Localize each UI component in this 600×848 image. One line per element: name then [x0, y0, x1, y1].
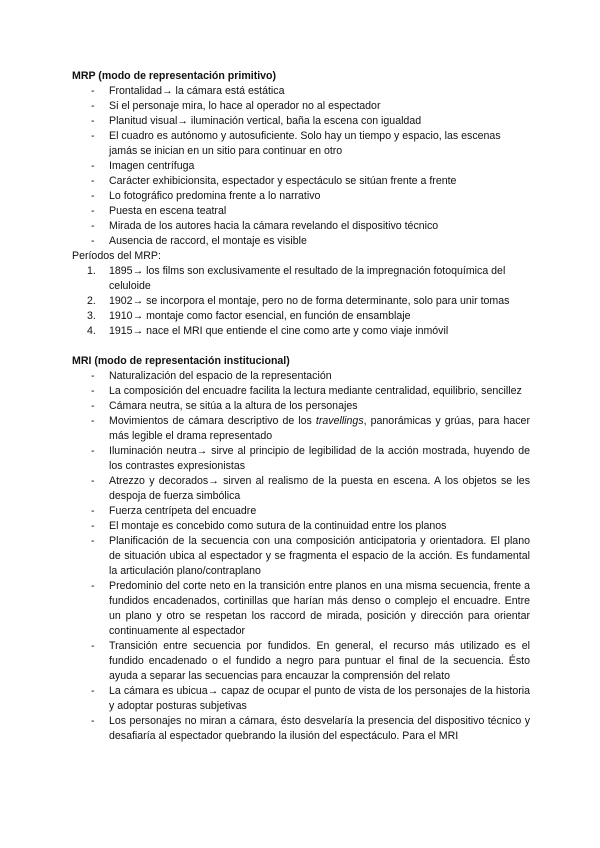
- list-item: - Si el personaje mira, lo hace al operador no al espectador: [72, 99, 530, 114]
- list-item-text: , panorámicas y grúas, para hacer más legible el drama representado: [109, 415, 530, 442]
- list-item: - Predominio del corte neto en la transición entre planos en una misma secuencia, frente a fundidos encadenados, cortinillas que harían más denso o complejo el encuadre. Entre un plano y otro se respetan los raccord de mirada, posición y dirección para orientar continuamente al espectador: [72, 579, 530, 639]
- list-item: - Ausencia de raccord, el montaje es visible: [72, 234, 530, 249]
- mrp-periods-label: Períodos del MRP:: [72, 250, 161, 262]
- mrp-list: [72, 84, 530, 249]
- list-item: - Lo fotográfico predomina frente a lo narrativo: [72, 189, 530, 204]
- list-item: - Cámara neutra, se sitúa a la altura de los personajes: [72, 399, 530, 414]
- list-item: - La cámara es ubicua→ capaz de ocupar el punto de vista de los personajes de la historia y adoptar posturas subjetivas: [72, 684, 530, 714]
- list-item: - Fuerza centrípeta del encuadre: [72, 504, 530, 519]
- list-item-text: Movimientos de cámara descriptivo de los: [109, 415, 316, 427]
- list-item: - Planificación de la secuencia con una composición anticipatoria y orientadora. El plano de situación ubica al espectador y se fragmenta el espacio de la acción. Es fundamental la articulación plano/contraplano: [72, 534, 530, 579]
- list-item: - Los personajes no miran a cámara, ésto desvelaría la presencia del dispositivo técnico y desafiaría al espectador quebrando la ilusión del espectáculo. Para el MRI: [72, 714, 530, 744]
- emphasis-travellings: travellings: [315, 415, 364, 427]
- period-number: 1.: [87, 265, 96, 277]
- mrp-periods-list: [72, 264, 530, 339]
- list-item: - Iluminación neutra→ sirve al principio de legibilidad de la acción mostrada, huyendo de los contrastes expresionistas: [72, 444, 530, 474]
- list-item: - Frontalidad→ la cámara está estática: [72, 84, 530, 99]
- period-item: [72, 264, 530, 294]
- list-item: - Transición entre secuencia por fundidos. En general, el recurso más utilizado es el fundido encadenado o el fundido a negro para puntuar el final de la secuencia. Ésto ayuda a separar las secuencias para encauzar la comprensión del relato: [72, 639, 530, 684]
- list-item: [72, 414, 530, 444]
- list-item: - Puesta en escena teatral: [72, 204, 530, 219]
- list-item: - El montaje es concebido como sutura de la continuidad entre los planos: [72, 519, 530, 534]
- document-content: [72, 69, 530, 744]
- period-number: 3.: [87, 310, 96, 322]
- list-item: - Planitud visual→ iluminación vertical, baña la escena con igualdad: [72, 114, 530, 129]
- period-text: 1910→ montaje como factor esencial, en función de ensamblaje: [109, 310, 411, 322]
- list-item: - Carácter exhibicionsita, espectador y espectáculo se sitúan frente a frente: [72, 174, 530, 189]
- list-item: - El cuadro es autónomo y autosuficiente. Solo hay un tiempo y espacio, las escenas jamás se inician en un sitio para continuar en otro: [72, 129, 530, 159]
- list-item: - Mirada de los autores hacia la cámara revelando el dispositivo técnico: [72, 219, 530, 234]
- period-item: [72, 309, 530, 324]
- mri-heading: MRI (modo de representación institucional): [72, 355, 290, 367]
- period-item: [72, 324, 530, 339]
- mrp-heading: MRP (modo de representación primitivo): [72, 70, 277, 82]
- period-text: 1902→ se incorpora el montaje, pero no de forma determinante, solo para unir tomas: [109, 295, 510, 307]
- list-item: - Imagen centrífuga: [72, 159, 530, 174]
- section-spacer: [72, 339, 530, 354]
- period-item: [72, 294, 530, 309]
- list-item: - Naturalización del espacio de la representación: [72, 369, 530, 384]
- period-text: 1895→ los films son exclusivamente el resultado de la impregnación fotoquímica del celuloide: [109, 265, 506, 292]
- period-number: 4.: [87, 325, 96, 337]
- period-text: 1915→ nace el MRI que entiende el cine como arte y como viaje inmóvil: [109, 325, 449, 337]
- period-number: 2.: [87, 295, 96, 307]
- list-item: - Atrezzo y decorados→ sirven al realismo de la puesta en escena. A los objetos se les despoja de fuerza simbólica: [72, 474, 530, 504]
- list-item: - La composición del encuadre facilita la lectura mediante centralidad, equilibrio, sencillez: [72, 384, 530, 399]
- mri-list: [72, 369, 530, 744]
